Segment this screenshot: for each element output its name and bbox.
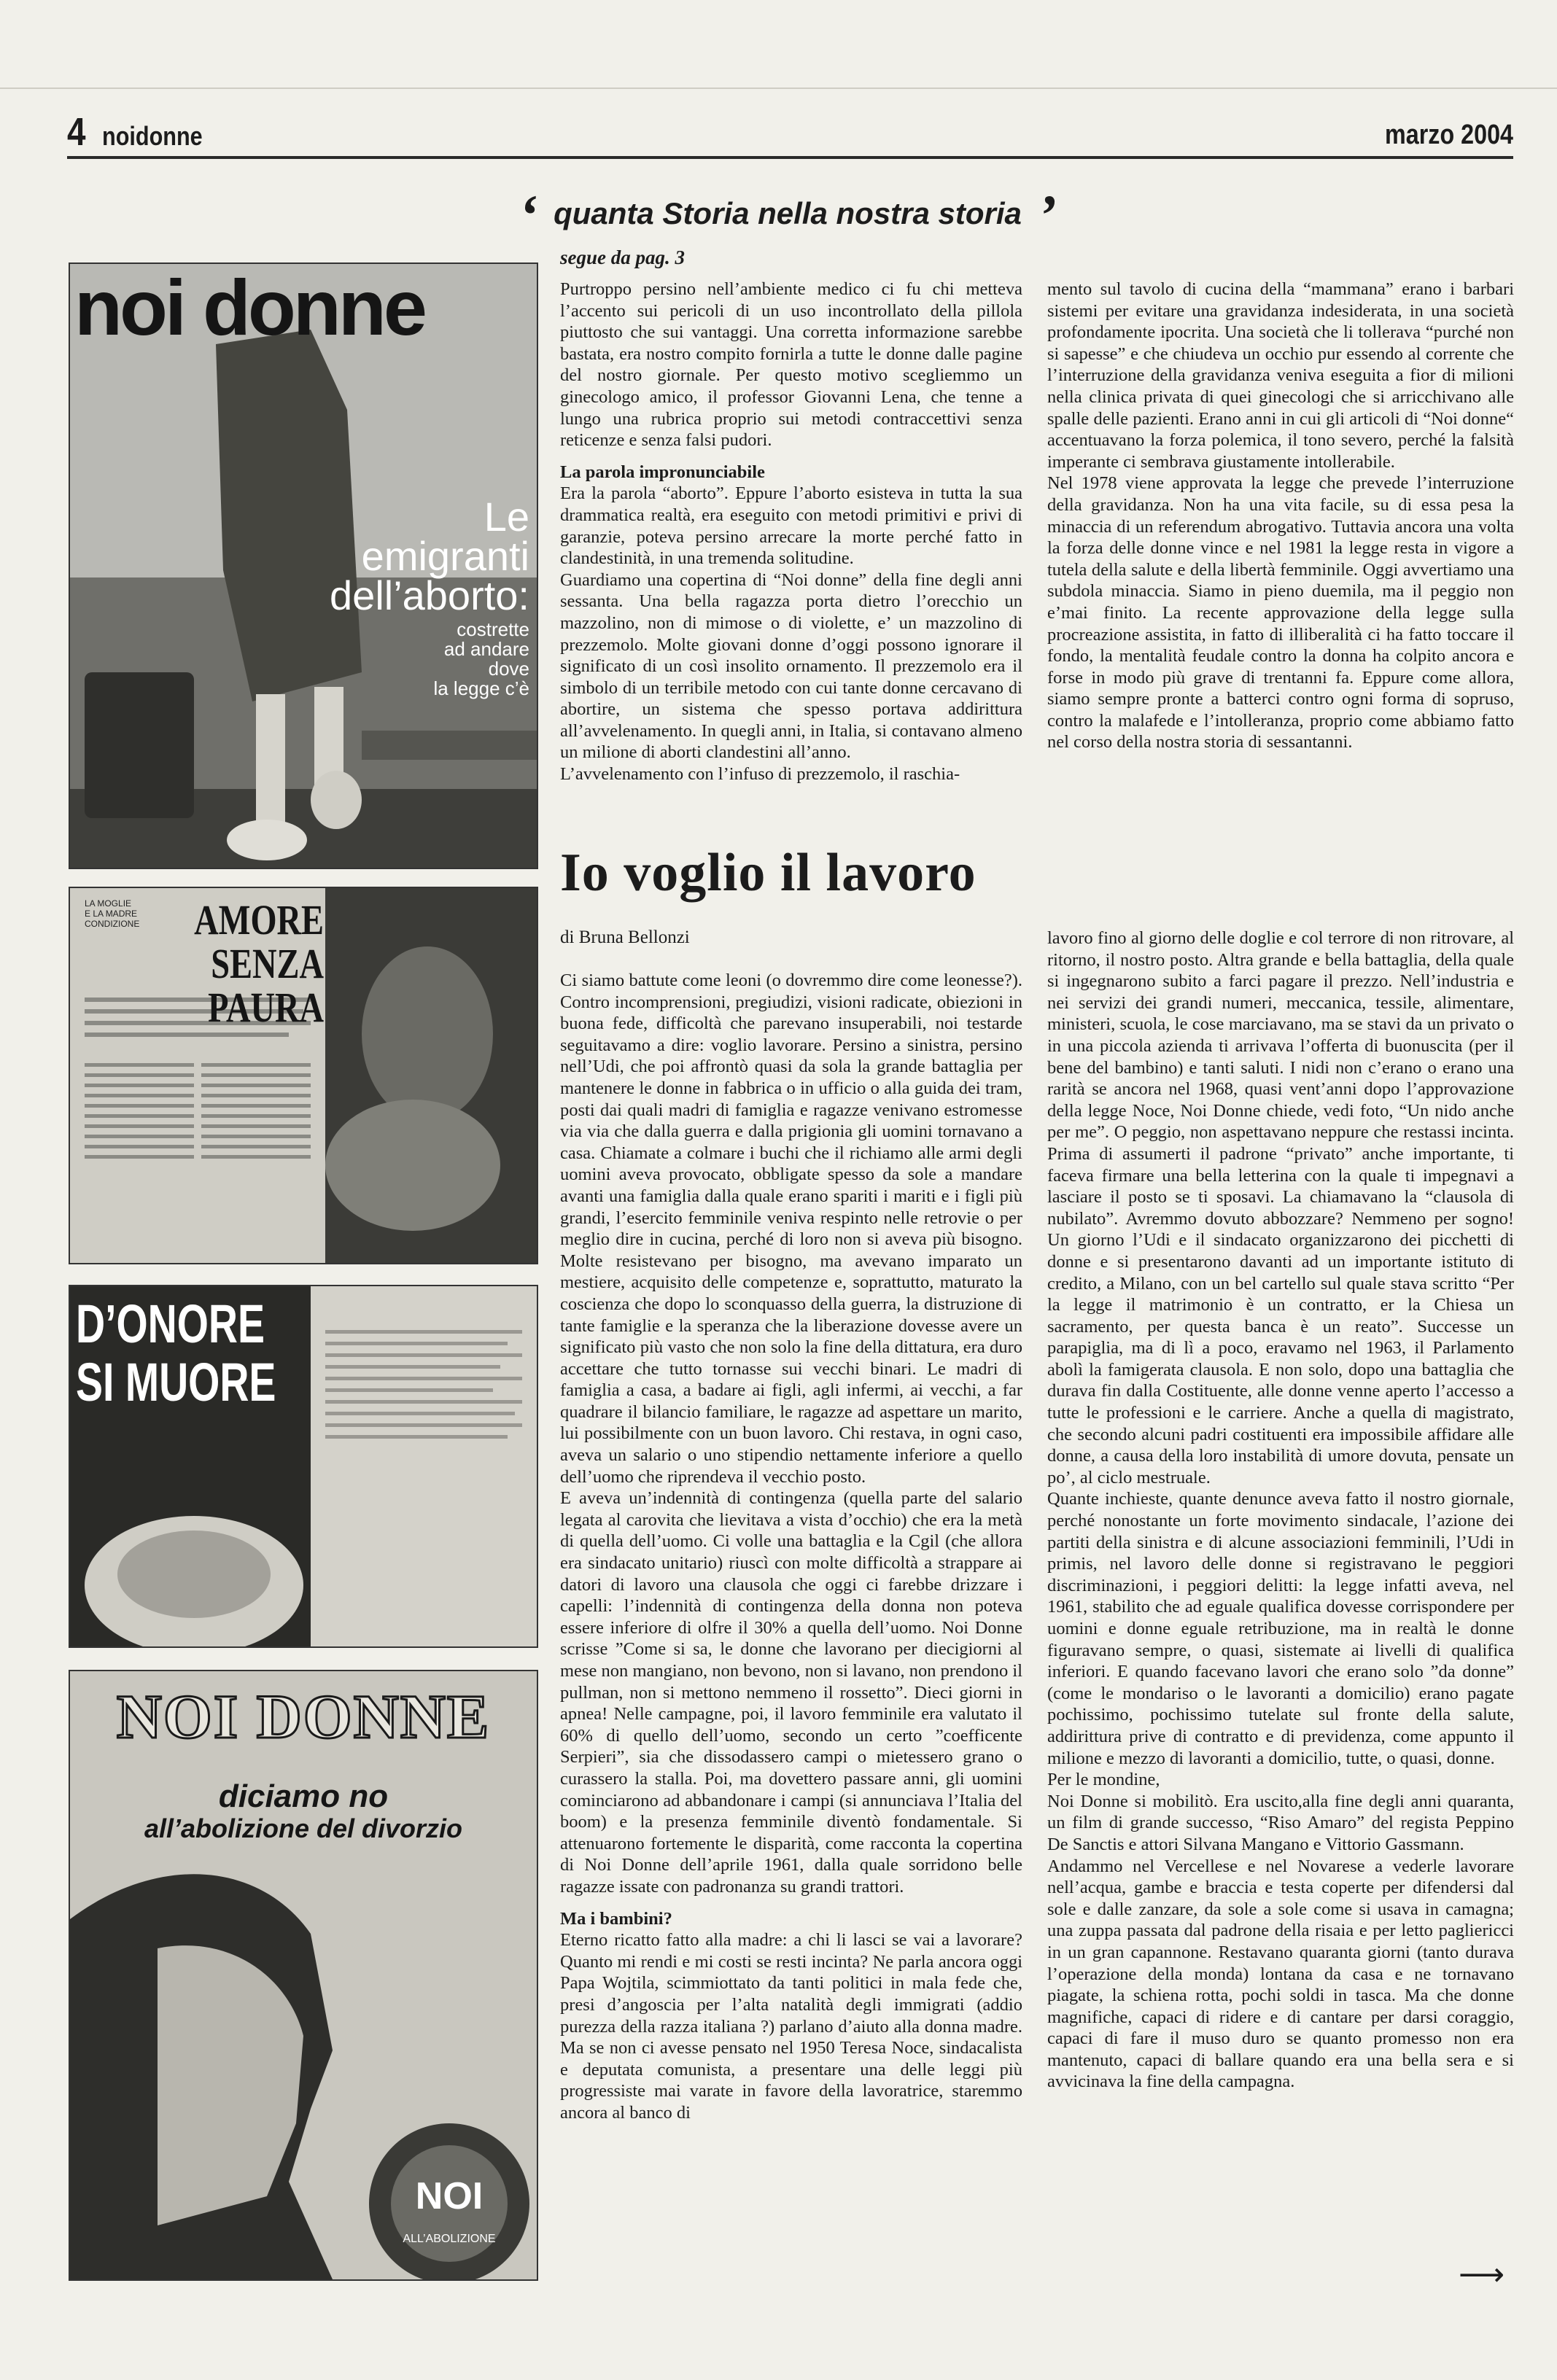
cover4-masthead: NOI DONNE bbox=[116, 1681, 491, 1751]
cover4-badge-text: NOI bbox=[415, 2175, 484, 2217]
article1-paragraph: L’avvelenamento con l’infuso di prezzemolo, il raschia- bbox=[560, 764, 960, 785]
cover4-headline-line: diciamo no bbox=[218, 1778, 389, 1814]
article2-title: Io voglio il lavoro bbox=[560, 843, 976, 903]
article2-paragraph: Per le mondine, bbox=[1047, 1770, 1160, 1790]
article1-paragraph: Nel 1978 viene approvata la legge che prevede l’interruzione della gravidanza. Non ha una vita facile, su di essa pesa la minaccia di un referendum abrogativo. Tuttavia ancora una volta la forza delle donne vince e nel 1981 la legge resta in vigore a tutela della salute e della libertà femminile. Oggi avvertiamo una subdola minaccia. Siamo in pieno duemila, ma il peggio non e’mai finito. La recente approvazione della legge sulla procreazione assistita, in fatto di illiberalità ci ha fatto toccare il fondo, la mentalità feudale contro la donna ha colpito ancora e forse in modo più grave di trentanni fa. Eppure come allora, siamo sempre pronte a batterci contro ogni forma di sopruso, contro la malafede e l’intolleranza, proprio come abbiamo fatto nel corso della nostra storia di sessantanni. bbox=[1047, 473, 1514, 752]
article2-paragraph: E aveva un’indennità di contingenza (quella parte del salario legata al carovita che lievitava a vista d’occhio) che era la metà di quella dell’uomo. Ci volle una battaglia e la Cgil (che allora era sindacato unitario) riuscì con molte difficoltà a strappare ai datori di lavoro una clausola che oggi ci farebbe drizzare i capelli: l’indennità di contingenza della donna non poteva essere inferiore di olfre il 30% a quella dell’uomo. Noi Donne scrisse ”Come si sa, le donne che lavorano per diecigiorni al mese non mangiano, non bevono, non si lavano, non prendono il pullman, non si mettono nemmeno il rossetto”. Dieci giorni in apnea! Nelle campagne, poi, il lavoro femminile era valutato il 60% di quello dell’uomo, secondo un certo ”coefficente Serpieri”, sia che dissodassero campi o mietessero grano o curassero la stalla. Poi, ma dovettero passare anni, gli uomini cominciarono ad abbandonare i campi (si annunciava l’Italia del boom) e la presenza femminile diventò fondamentale. Si attenuarono fortemente le disparità, come racconta la copertina di Noi Donne dell’aprile 1961, dalla quale sorridono belle ragazze issate con padronanza su grandi trattori. bbox=[560, 1488, 1022, 1897]
article1-paragraph: mento sul tavolo di cucina della “mammana” erano i barbari sistemi per evitare una gravidanza indesiderata, in una società profondamente ipocrita. Una società che li tollerava “purché non si sapesse” e che chiudeva un occhio pur essendo al corrente che l’interruzione della gravidanza veniva eseguita a fior di milioni nella clinica privata di quei ginecologi che si arricchivano alle spalle delle pazienti. Erano anni in cui gli articoli di “Noi donne“ accentuavano la forza polemica, il tono severo, perché la falsità imperante ci sembrava giustamente intollerabile. bbox=[1047, 279, 1514, 472]
cover-photo-amore bbox=[69, 887, 538, 1264]
issue-date: marzo 2004 bbox=[1385, 120, 1513, 150]
cover2-small-line: CONDIZIONE bbox=[85, 919, 140, 929]
cover2-headline-line: AMORE bbox=[194, 896, 324, 944]
cover-photo-divorzio bbox=[69, 1670, 538, 2281]
cover-photo-aborto bbox=[69, 262, 538, 869]
article1-intro: Purtroppo persino nell’ambiente medico ci fu chi metteva l’accento sui pericoli di un uso incontrollato della pillola piuttosto che sui vantaggi. Una corretta informazione sarebbe bastata, era nostro compito fornirla a tutte le donne dalle pagine del nostro giornale. Per questo motivo scegliemmo un ginecologo amico, il professor Giovanni Lena, che tenne a lungo una rubrica proprio sui metodi contraccettivi senza reticenze e senza falsi pudori. bbox=[560, 279, 1022, 451]
header-rule bbox=[67, 156, 1513, 159]
article2-byline: di Bruna Bellonzi bbox=[560, 928, 690, 947]
article1-paragraph: Era la parola “aborto”. Eppure l’aborto esisteva in tutta la sua drammatica realtà, era eseguito con metodi primitivi e privi di garanzie, poteva persino arrecare la morte perché fatto in clandestinità, in una tremenda solitudine. bbox=[560, 483, 1022, 569]
close-quote: ’ bbox=[1037, 183, 1057, 246]
article2-column-2 bbox=[1047, 928, 1514, 2093]
article2-column-1 bbox=[560, 970, 1022, 2123]
cover1-sub-line: dove bbox=[488, 658, 529, 680]
article1-column-1 bbox=[560, 279, 1022, 785]
article2-paragraph: Ci siamo battute come leoni (o dovremmo dire come leonesse?). Contro incomprensioni, pregiudizi, visioni radicate, obiezioni in buona fede, difficoltà che parevano insuperabili, noi testarde seguitavamo a dire: voglio lavorare. Persino a sinistra, persino nell’Udi, che poi affrontò quasi da sola la grande battaglia per mantenere le donne in fabbrica o in ufficio o alla guida dei tram, posti dai quali madri di famiglia e ragazze venivano estromesse via via che dalla guerra e dalla prigionia gli uomini tornavano a casa. Chiamate a colmare i buchi che il richiamo alle armi degli uomini aveva provocato, obbligate spesso da sole a mandare avanti una famiglia dalla quale erano spariti i mariti e i figli più grandi, l’esercito femminile veniva respinto nelle retrovie o per meglio dire in cucina, perché di loro non si aveva più bisogno. Molte resistevano per bisogno, ma avevano imparato un mestiere, acquisito delle competenze e, soprattutto, maturato la coscienza che dopo lo sconquasso della guerra, la distruzione di tante famiglie e la speranza che la liberazione dovesse avere un significato più vasto che non solo la fine della dittatura, era duro accettare che tutto tornasse sui vecchi binari. Le madri di famiglia a casa, a badare ai figli, agli infermi, ai vecchi, a far quadrare il bilancio familiare, le ragazze ad aspettare un marito, lui possibilmente con un buon lavoro. Chi restava, in ogni caso, aveva un salario o uno stipendio nettamente inferiore a quello dell’uomo che riprendeva il vecchio posto. bbox=[560, 971, 1022, 1487]
cover3-headline-line: D’ONORE bbox=[76, 1294, 265, 1354]
cover1-sub-line: ad andare bbox=[443, 638, 529, 660]
cover1-headline-line: Le bbox=[484, 494, 529, 540]
cover2-headline-line: SENZA PAURA bbox=[208, 940, 324, 1031]
cover3-headline-line: SI MUORE bbox=[76, 1352, 276, 1412]
article1-paragraph: Guardiamo una copertina di “Noi donne” della fine degli anni sessanta. Una bella ragazza porta dietro l’orecchio un mazzolino, non di mimose o di violette, e’ un mazzolino di prezzemolo. Molte giovani donne d’oggi possono ignorare il significato di un così insolito ornamento. Il prezzemolo era il simbolo di un terribile metodo con cui tante donne cercavano di abortire, un sistema che spesso portava addirittura all’avvelenamento. In quegli anni, in Italia, si contavano almeno un milione di aborti clandestini all’anno. bbox=[560, 569, 1022, 763]
cover2-small-line: E LA MADRE bbox=[85, 909, 138, 919]
cover1-sub-line: la legge c’è bbox=[433, 677, 529, 699]
article1-subhead: La parola impronunciabile bbox=[560, 462, 765, 482]
article2-paragraph: Quante inchieste, quante denunce aveva fatto il nostro giornale, perché nonostante un forte movimento sindacale, l’azione dei partiti della sinistra e di alcune associazioni femminili, l’Udi in primis, nel lavoro delle donne si registravano le peggiori discriminazioni, i peggiori delitti: la legge infatti aveva, nel 1961, stabilito che ad eguale qualifica dovesse corrispondere per uomini e donne eguale retribuzione, ma in realtà le donne figuravano sempre, o quasi, sistemate ai livelli di qualifica inferiori. E quando facevano lavori che erano solo ”da donne” (come le mondariso o le lavoranti a domicilio) erano pagate pochissimo, pochissimo tutelate sul fronte della salute, addirittura prive di contratto e di previdenza, come appunto il milione e mezzo di lavoranti a domicilio, tutte, o quasi, donne. bbox=[1047, 1489, 1514, 1768]
cover2-small-line: LA MOGLIE bbox=[85, 898, 132, 909]
publication-name: noidonne bbox=[102, 121, 203, 151]
cover4-headline-line: all’abolizione del divorzio bbox=[144, 1813, 463, 1843]
page-number: 4 bbox=[67, 110, 86, 154]
article2-subhead: Ma i bambini? bbox=[560, 1908, 672, 1929]
cover1-masthead: noi donne bbox=[74, 263, 424, 351]
article2-paragraph: lavoro fino al giorno delle doglie e col terrore di non ritrovare, al ritorno, il nostro posto. Altra grande e bella battaglia, della quale si ingegnarono subito a farci pagare il prezzo. Nell’industria e nei servizi dei grandi numeri, meccanica, tessile, alimentare, ministeri, scuola, le cose marciavano, ma se stavi da un privato o in una piccola azienda ti arrivava l’offerta di buonuscita (per il bene del bambino) e tanti saluti. I nidi non c’erano o erano una rarità se ancora nel 1968, quasi vent’anni dopo l’approvazione della legge Noce, Noi Donne chiede, vedi foto, “Un nido anche per me”. O peggio, non aspettavano neppure che restassi incinta. Prima di assumerti il padrone “privato” anche importante, ti faceva firmare una bella letterina con la quale ti impegnavi a lasciare il posto se ti sposavi. La chiamavano la “clausola di nubilato”. Avremmo dovuto abbozzare? Nemmeno per sogno! Un giorno l’Udi e il sindacato organizzarono dei picchetti di donne e si presentarono davanti ad un importante istituto di credito, a Milano, con un bel cartello sul quale stava scritto “Per la legge il matrimonio è un contratto, er la Chiesa un sacramento, per questa banca è un reato”. Successe un parapiglia, ma di lì a poco, eravamo nel 1963, il Parlamento abolì la famigerata clausola. E non solo, dopo una battaglia che durava fin dalla Costituente, alle donne venne aperto l’accesso a tutte le professioni e le carriere. Anche a quella di magistrato, che secondo alcuni padri costituenti era impossibile affidare alle donne, a causa della loro instabilità di umore dovuta, pensate un po’, al ciclo mestruale. bbox=[1047, 928, 1514, 1488]
cover-photo-onore bbox=[69, 1285, 538, 1648]
cover1-headline-line: dell’aborto: bbox=[330, 572, 529, 618]
open-quote: ‘ bbox=[519, 183, 538, 246]
cover4-badge-subtext: ALL’ABOLIZIONE bbox=[403, 2233, 496, 2245]
continued-from: segue da pag. 3 bbox=[560, 246, 685, 268]
cover1-headline-line: emigranti bbox=[361, 533, 529, 579]
article2-paragraph: Noi Donne si mobilitò. Era uscito,alla fine degli anni quaranta, un film di grande successo, “Riso Amaro” del regista Peppino De Sanctis e attori Silvana Mangano e Vittorio Gassmann. bbox=[1047, 1791, 1514, 1854]
article2-paragraph: Eterno ricatto fatto alla madre: a chi li lasci se vai a lavorare? Quanto mi rendi e mi costi se resti incinta? Ne parla ancora oggi Papa Wojtila, scimmiottato da tanti politici in mala fede che, presi d’angoscia per l’alta natalità degli immigrati (addio purezza della razza italiana ?) parlano d’aiuto alla donna madre. Ma se non ci avesse pensato nel 1950 Teresa Noce, sindacalista e deputata comunista, a presentare una delle leggi più progressiste mai varate in favore della lavoratrice, staremmo ancora al banco di bbox=[560, 1930, 1022, 2123]
article1-column-2 bbox=[1047, 279, 1514, 753]
cover1-sub-line: costrette bbox=[457, 618, 529, 640]
kicker-text: quanta Storia nella nostra storia bbox=[554, 196, 1022, 230]
section-kicker bbox=[438, 172, 1138, 246]
continue-arrow-icon: ⟶ bbox=[1459, 2256, 1505, 2293]
article2-paragraph: Andammo nel Vercellese e nel Novarese a vederle lavorare nell’acqua, gambe e braccia e testa coperte per difendersi dal sole e dalle zanzare, da sole a sole come si usava in camagna; una zuppa passata dal padrone della risaia e per letto pagliericci in un gran capannone. Restavano quaranta giorni (tanto durava l’operazione della monda) lontana da casa e ne tornavano piagate, la schiena rotta, pochi soldi in tasca. Ma che donne magnifiche, capaci di ridere e di cantare per darsi coraggio, capaci di fare il muso duro se quanto promesso non era mantenuto, capaci di ballare quando era una bella sera e si avvicinava la fine della campagna. bbox=[1047, 1856, 1514, 2092]
